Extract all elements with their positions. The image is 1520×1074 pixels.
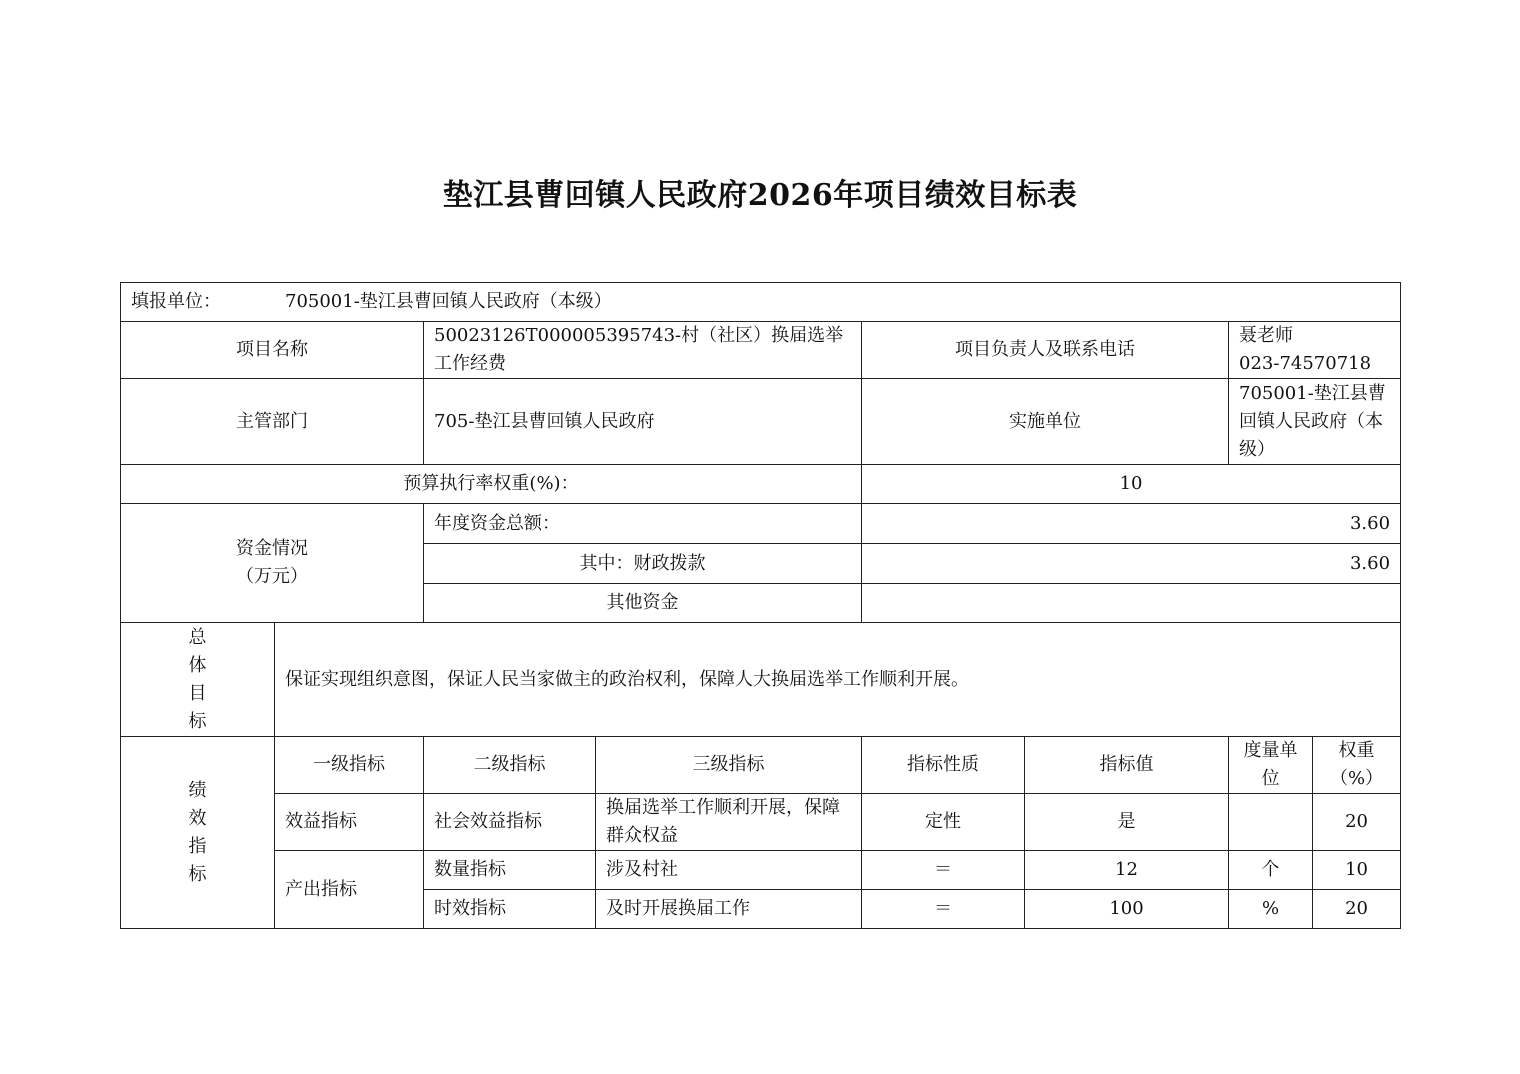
funds-label-line2: （万元） bbox=[236, 566, 308, 587]
row-level1: 效益指标 bbox=[275, 794, 424, 851]
row-value: 是 bbox=[1025, 794, 1229, 851]
indicators-label-char: 绩 bbox=[188, 779, 207, 801]
table-row bbox=[121, 794, 1401, 851]
row-nature: ＝ bbox=[862, 851, 1025, 890]
overall-goal-label bbox=[121, 623, 275, 737]
reporting-unit-label: 填报单位： bbox=[131, 291, 221, 312]
row-weight: 10 bbox=[1313, 851, 1401, 890]
header-level3: 三级指标 bbox=[596, 737, 862, 794]
indicators-label-char: 效 bbox=[188, 807, 207, 829]
table-row bbox=[121, 851, 1401, 890]
funds-total-value: 3.60 bbox=[862, 504, 1401, 544]
row-unit: 个 bbox=[1229, 851, 1313, 890]
header-level2: 二级指标 bbox=[424, 737, 596, 794]
overall-goal-label-char: 目 bbox=[188, 682, 207, 704]
row-nature: ＝ bbox=[862, 890, 1025, 929]
implementing-unit-value: 705001-垫江县曹回镇人民政府（本级） bbox=[1229, 379, 1401, 465]
reporting-unit-cell bbox=[121, 283, 1401, 322]
header-weight-line1: 权重 bbox=[1338, 740, 1375, 761]
project-name-row bbox=[121, 322, 1401, 379]
project-name-label: 项目名称 bbox=[121, 322, 424, 379]
overall-goal-label-char: 标 bbox=[188, 710, 207, 732]
header-unit-line2: 位 bbox=[1261, 768, 1280, 789]
row-unit: % bbox=[1229, 890, 1313, 929]
row-level3: 及时开展换届工作 bbox=[596, 890, 862, 929]
project-contact-label: 项目负责人及联系电话 bbox=[862, 322, 1229, 379]
row-nature: 定性 bbox=[862, 794, 1025, 851]
budget-weight-label: 预算执行率权重(%)： bbox=[121, 465, 862, 504]
row-unit bbox=[1229, 794, 1313, 851]
project-contact-phone: 023-74570718 bbox=[1239, 353, 1372, 374]
department-value: 705-垫江县曹回镇人民政府 bbox=[424, 379, 862, 465]
overall-goal-label-char: 总 bbox=[188, 626, 207, 648]
header-nature: 指标性质 bbox=[862, 737, 1025, 794]
page-title: 垫江县曹回镇人民政府2026年项目绩效目标表 bbox=[442, 178, 1078, 213]
funds-label-line1: 资金情况 bbox=[236, 538, 308, 559]
reporting-unit-value: 705001-垫江县曹回镇人民政府（本级） bbox=[285, 291, 612, 312]
row-level3: 涉及村社 bbox=[596, 851, 862, 890]
department-label: 主管部门 bbox=[121, 379, 424, 465]
header-weight-line2: （%） bbox=[1329, 768, 1384, 789]
overall-goal-label-char: 体 bbox=[188, 654, 207, 676]
reporting-unit-row bbox=[121, 283, 1401, 322]
header-unit-line1: 度量单 bbox=[1243, 740, 1298, 761]
row-weight: 20 bbox=[1313, 794, 1401, 851]
row-weight: 20 bbox=[1313, 890, 1401, 929]
row-level3: 换届选举工作顺利开展，保障群众权益 bbox=[596, 794, 862, 851]
project-contact-cell bbox=[1229, 322, 1401, 379]
funds-total-row bbox=[121, 504, 1401, 544]
header-weight bbox=[1313, 737, 1401, 794]
funds-other-value bbox=[862, 584, 1401, 623]
funds-fiscal-value: 3.60 bbox=[862, 544, 1401, 584]
row-value: 100 bbox=[1025, 890, 1229, 929]
funds-label bbox=[121, 504, 424, 623]
header-unit bbox=[1229, 737, 1313, 794]
performance-target-table bbox=[120, 282, 1401, 929]
department-row bbox=[121, 379, 1401, 465]
row-value: 12 bbox=[1025, 851, 1229, 890]
row-level2: 数量指标 bbox=[424, 851, 596, 890]
overall-goal-text: 保证实现组织意图，保证人民当家做主的政治权利，保障人大换届选举工作顺利开展。 bbox=[275, 623, 1401, 737]
budget-weight-value: 10 bbox=[862, 465, 1401, 504]
overall-goal-row bbox=[121, 623, 1401, 737]
row-level2: 社会效益指标 bbox=[424, 794, 596, 851]
project-name-value: 50023126T000005395743-村（社区）换届选举工作经费 bbox=[424, 322, 862, 379]
indicator-header-row bbox=[121, 737, 1401, 794]
budget-weight-row bbox=[121, 465, 1401, 504]
implementing-unit-label: 实施单位 bbox=[862, 379, 1229, 465]
funds-other-label: 其他资金 bbox=[424, 584, 862, 623]
row-level2: 时效指标 bbox=[424, 890, 596, 929]
header-level1: 一级指标 bbox=[275, 737, 424, 794]
row-level1: 产出指标 bbox=[275, 851, 424, 929]
indicators-label-char: 指 bbox=[188, 835, 207, 857]
project-contact-name: 聂老师 bbox=[1239, 325, 1293, 346]
indicators-label-char: 标 bbox=[188, 863, 207, 885]
indicators-label bbox=[121, 737, 275, 929]
header-value: 指标值 bbox=[1025, 737, 1229, 794]
funds-total-label: 年度资金总额： bbox=[424, 504, 862, 544]
funds-fiscal-label: 其中：财政拨款 bbox=[424, 544, 862, 584]
